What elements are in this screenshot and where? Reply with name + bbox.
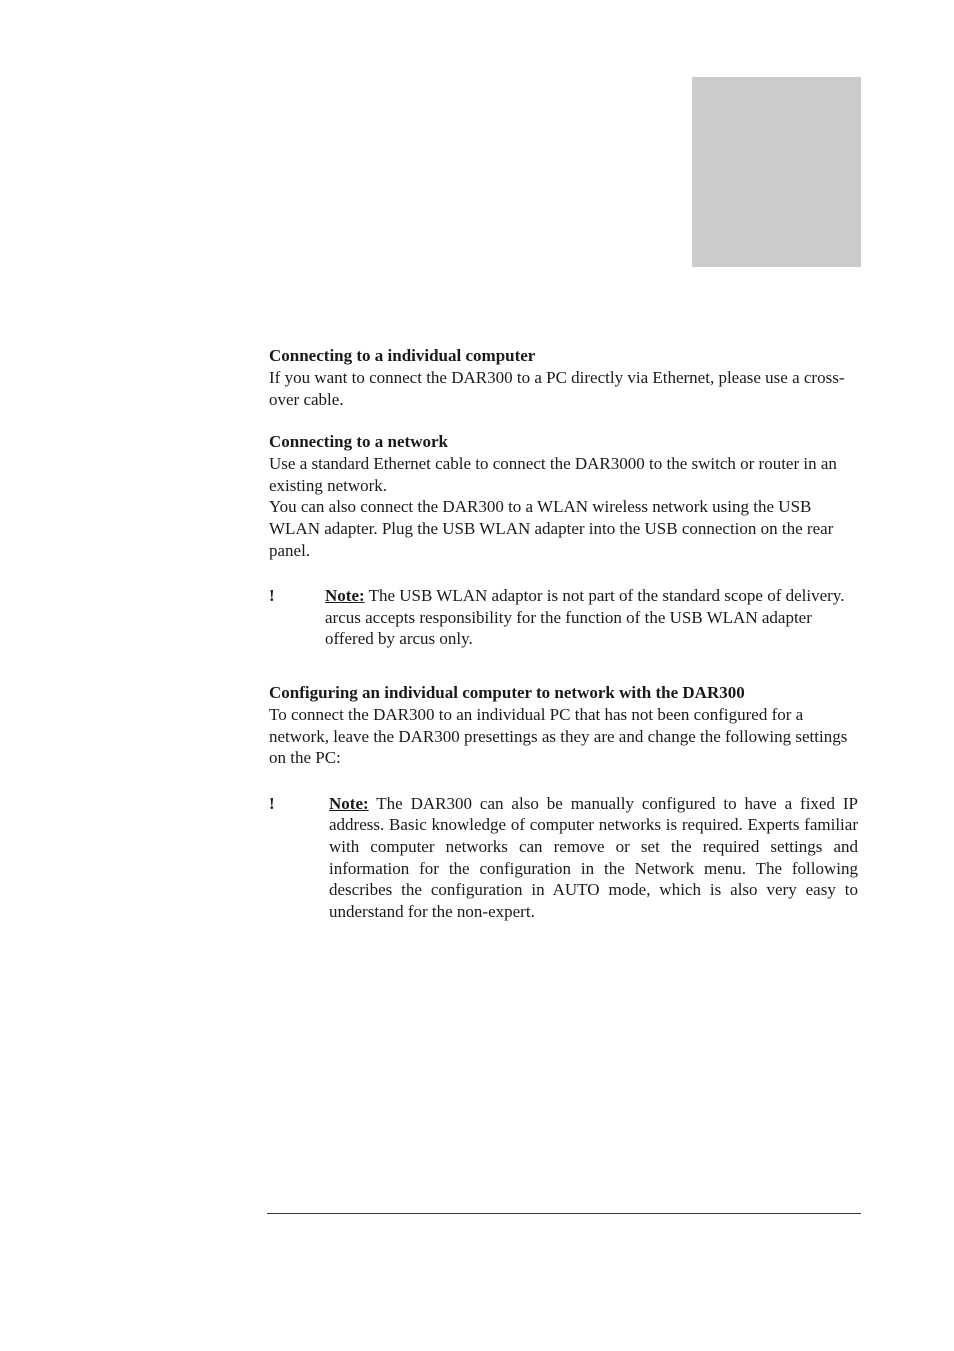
section-heading-network: Connecting to a network	[269, 432, 448, 452]
note-text: The USB WLAN adaptor is not part of the standard scope of delivery. arcus accepts responsibility for the function of the USB WLAN adapter offered by arcus only.	[325, 586, 845, 649]
section-body-configuring: To connect the DAR300 to an individual PC that has not been configured for a network, leave the DAR300 presettings as they are and change the following settings on the PC:	[269, 704, 848, 768]
section-body-individual-computer: If you want to connect the DAR300 to a PC directly via Ethernet, please use a cross-over cable.	[269, 368, 845, 409]
note-marker: !	[269, 586, 275, 606]
note-label: Note:	[325, 586, 365, 606]
note-manual-config	[269, 793, 861, 923]
footer-divider	[267, 1213, 861, 1214]
note-body	[325, 585, 861, 650]
note-wlan-adapter	[269, 585, 861, 650]
section-heading-configuring: Configuring an individual computer to network with the DAR300	[269, 682, 745, 702]
note-label: Note:	[329, 793, 369, 813]
note-marker: !	[269, 793, 275, 813]
section-heading-individual-computer: Connecting to a individual computer	[269, 346, 536, 365]
note-body	[329, 793, 861, 923]
header-gray-block	[692, 77, 861, 267]
note-text: The DAR300 can also be manually configured to have a fixed IP address. Basic knowledge of computer networks is required. Experts familiar with computer networks can remove or set the required settings and information for the configuration in the Network menu. The following describes the configuration in AUTO mode, which is also very easy to understand for the non-expert.	[329, 793, 858, 921]
section-body-network-1: Use a standard Ethernet cable to connect the DAR3000 to the switch or router in an existing network.	[269, 454, 837, 495]
section-body-network-2: You can also connect the DAR300 to a WLAN wireless network using the USB WLAN adapter. Plug the USB WLAN adapter into the USB connection on the rear panel.	[269, 497, 834, 560]
page-content	[269, 345, 861, 922]
